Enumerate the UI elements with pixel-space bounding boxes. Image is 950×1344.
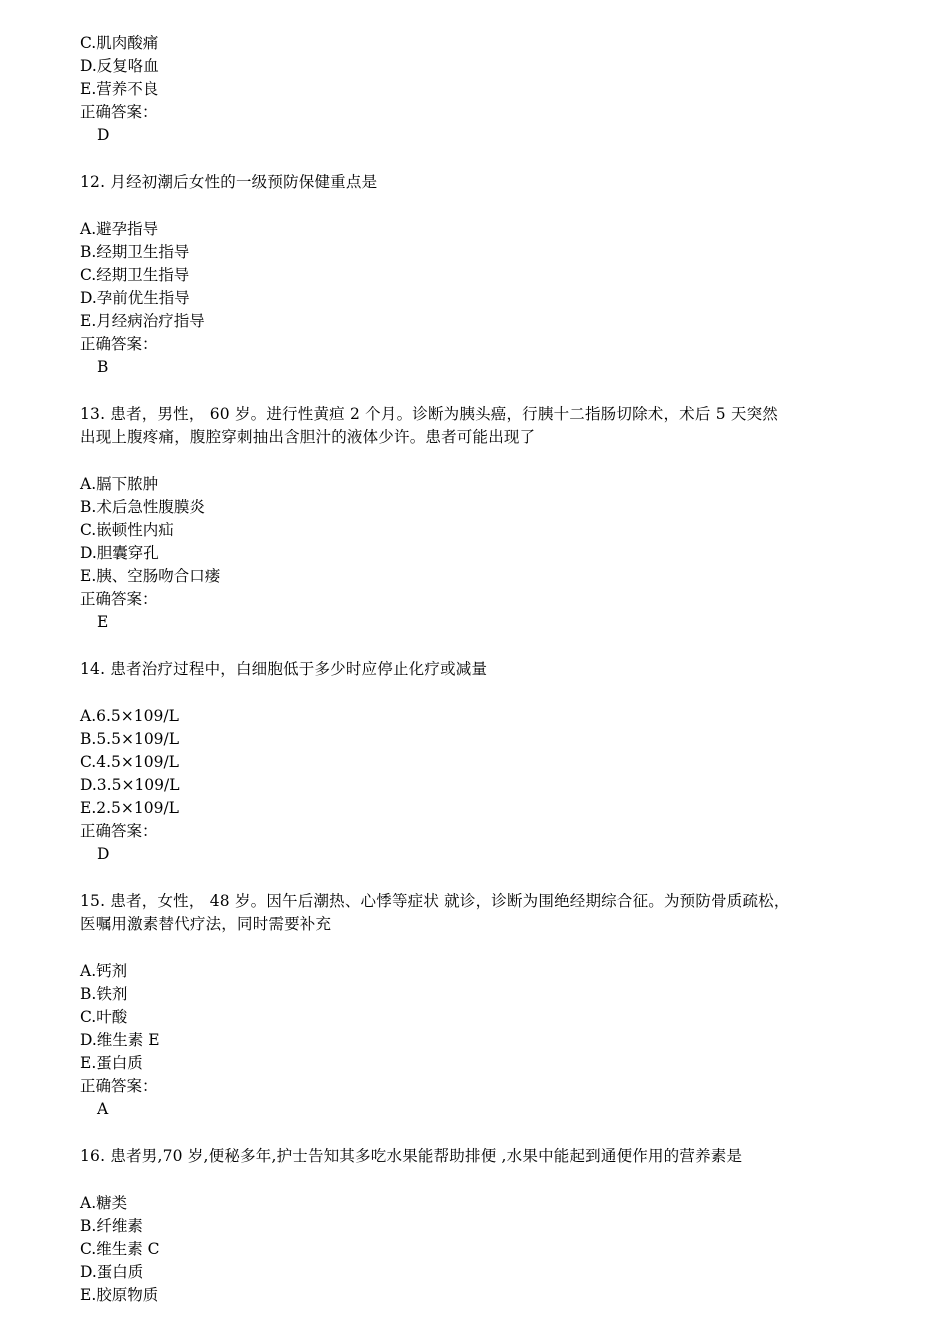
answer-value: D: [97, 126, 110, 144]
answer-value: B: [97, 358, 109, 376]
answer-value: E: [97, 613, 109, 631]
option-b: B.术后急性腹膜炎: [80, 498, 205, 516]
question-15: [80, 890, 900, 1121]
option-c: C.肌肉酸痛: [80, 34, 159, 52]
option-c: C.4.5×109/L: [80, 753, 179, 771]
option-c: C.叶酸: [80, 1008, 128, 1026]
option-a: A.钙剂: [80, 962, 128, 980]
option-d: D.反复咯血: [80, 57, 159, 75]
question-text: 12. 月经初潮后女性的一级预防保健重点是: [80, 173, 378, 191]
option-a: A.6.5×109/L: [80, 707, 179, 725]
option-b: B.5.5×109/L: [80, 730, 180, 748]
option-a: A.避孕指导: [80, 220, 159, 238]
option-e: E.月经病治疗指导: [80, 312, 205, 330]
option-d: D.维生素 E: [80, 1031, 160, 1049]
option-d: D.孕前优生指导: [80, 289, 190, 307]
question-text: 16. 患者男,70 岁,便秘多年,护士告知其多吃水果能帮助排便 ,水果中能起到通便作用的营养素是: [80, 1147, 743, 1165]
option-d: D.蛋白质: [80, 1263, 144, 1281]
option-c: C.嵌顿性内疝: [80, 521, 174, 539]
option-e: E.营养不良: [80, 80, 159, 98]
exam-page: [80, 32, 900, 1307]
answer-label: 正确答案：: [80, 590, 158, 608]
question-text-line-1: 15. 患者，女性， 48 岁。因午后潮热、心悸等症状 就诊，诊断为围绝经期综合征。为预防骨质疏松，: [80, 892, 790, 910]
question-12: [80, 171, 900, 379]
option-e: E.蛋白质: [80, 1054, 143, 1072]
option-d: D.胆囊穿孔: [80, 544, 159, 562]
option-c: C.维生素 C: [80, 1240, 160, 1258]
question-14: [80, 658, 900, 866]
answer-label: 正确答案：: [80, 335, 158, 353]
question-13: [80, 403, 900, 634]
option-b: B.铁剂: [80, 985, 128, 1003]
answer-label: 正确答案：: [80, 822, 158, 840]
option-d: D.3.5×109/L: [80, 776, 180, 794]
option-c: C.经期卫生指导: [80, 266, 190, 284]
option-b: B.经期卫生指导: [80, 243, 190, 261]
answer-label: 正确答案：: [80, 103, 158, 121]
question-11-tail: [80, 32, 900, 147]
question-text: 14. 患者治疗过程中，白细胞低于多少时应停止化疗或减量: [80, 660, 488, 678]
answer-label: 正确答案：: [80, 1077, 158, 1095]
option-e: E.胶原物质: [80, 1286, 159, 1304]
option-a: A.糖类: [80, 1194, 128, 1212]
question-text-line-2: 医嘱用激素替代疗法，同时需要补充: [80, 915, 332, 933]
option-e: E.胰、空肠吻合口瘘: [80, 567, 221, 585]
question-text-line-2: 出现上腹疼痛，腹腔穿刺抽出含胆汁的液体少许。患者可能出现了: [80, 428, 536, 446]
answer-value: A: [97, 1100, 109, 1118]
answer-value: D: [97, 845, 110, 863]
question-16: [80, 1145, 900, 1307]
option-b: B.纤维素: [80, 1217, 143, 1235]
option-e: E.2.5×109/L: [80, 799, 179, 817]
option-a: A.膈下脓肿: [80, 475, 159, 493]
question-text-line-1: 13. 患者，男性， 60 岁。进行性黄疸 2 个月。诊断为胰头癌，行胰十二指肠切除术，术后 5 天突然: [80, 405, 778, 423]
